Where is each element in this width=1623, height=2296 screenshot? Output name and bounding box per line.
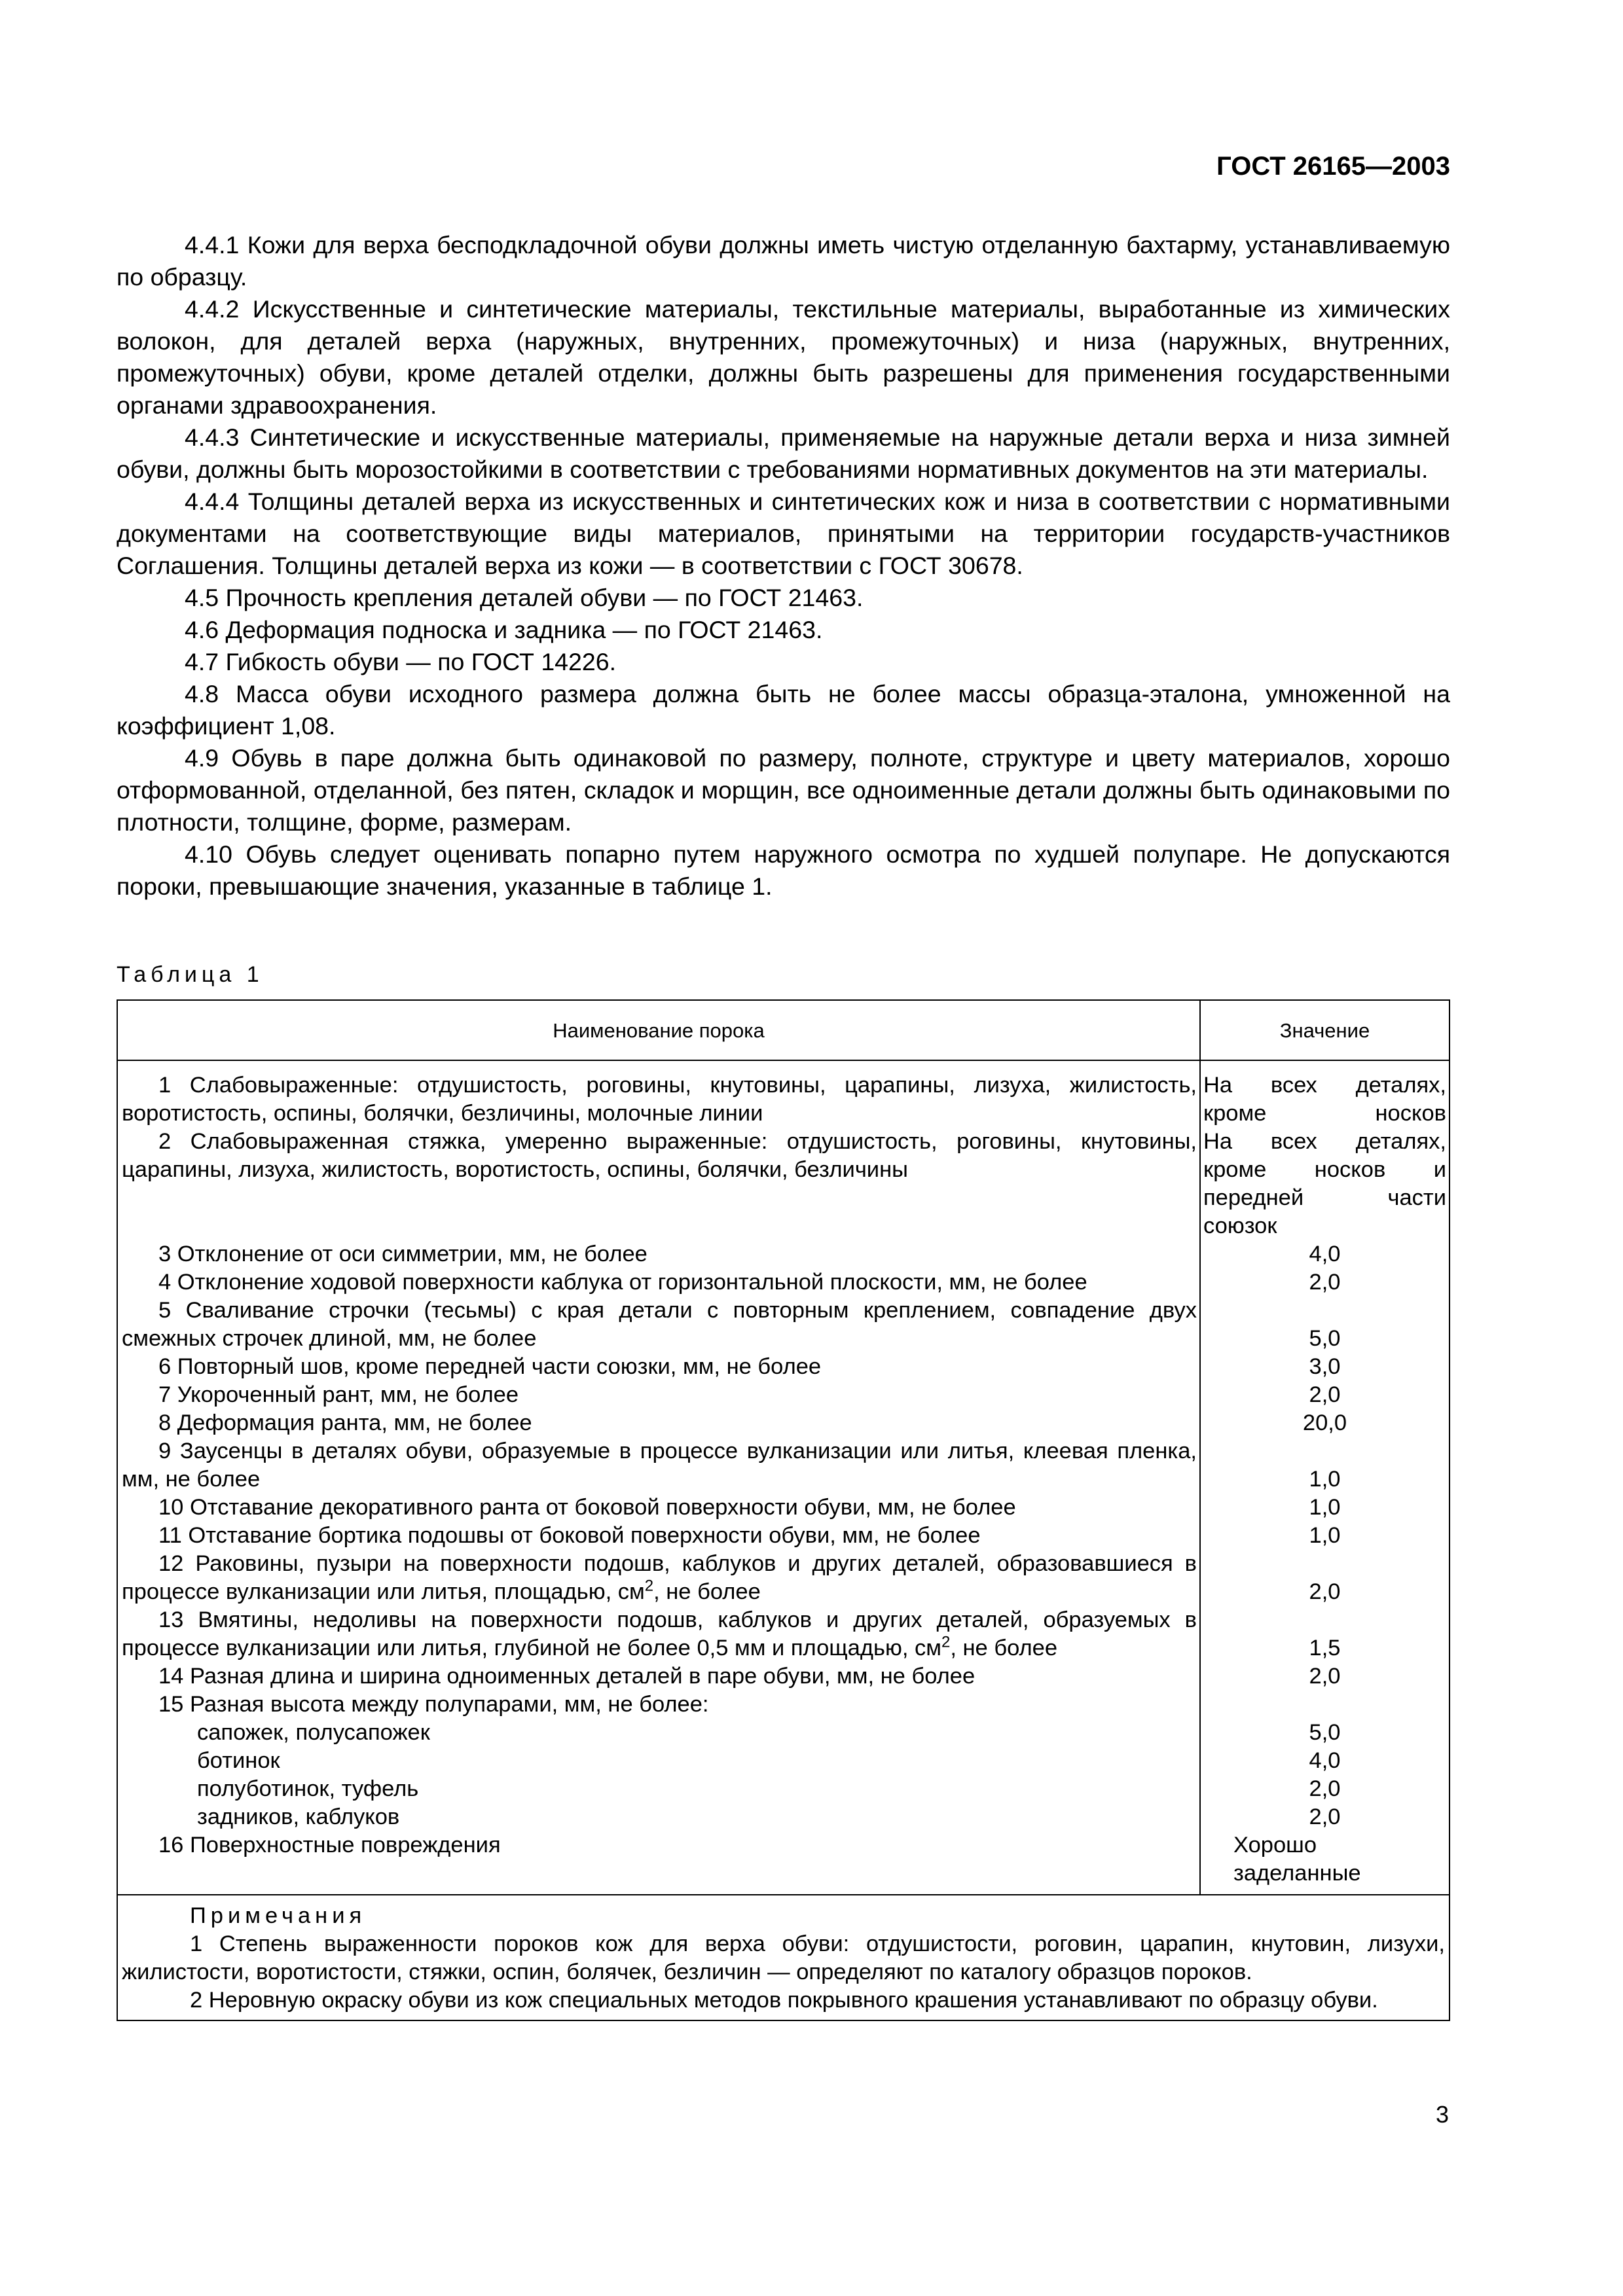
- defect-name: 10 Отставание декоративного ранта от боковой поверхности обуви, мм, не более: [117, 1494, 1200, 1522]
- standard-code: ГОСТ 26165—2003: [1216, 152, 1450, 181]
- defect-name: [117, 1550, 1200, 1606]
- defect-name: 8 Деформация ранта, мм, не более: [117, 1409, 1200, 1437]
- table-row: [117, 1606, 1450, 1662]
- paragraph: 4.9 Обувь в паре должна быть одинаковой по размеру, полноте, структуре и цвету материалов, хорошо отформованной, отделанной, без пятен, складок и морщин, все одноименные детали должны быть одинаковыми по плотности, толщине, форме, размерам.: [117, 744, 1450, 836]
- table-label: Таблица 1: [117, 962, 264, 987]
- subitem-value: 2,0: [1309, 1804, 1341, 1829]
- page-number: 3: [1435, 2101, 1449, 2128]
- column-header-name: Наименование порока: [117, 1000, 1200, 1060]
- column-header-value: Значение: [1200, 1000, 1450, 1060]
- defect-value: 3,0: [1200, 1353, 1450, 1381]
- table-row: [117, 1522, 1450, 1550]
- table-row: [117, 1268, 1450, 1297]
- subitem-value: 4,0: [1309, 1748, 1341, 1773]
- table-notes: [117, 1895, 1450, 2020]
- subitem-label: задников, каблуков: [197, 1804, 400, 1829]
- table-row: [117, 1060, 1450, 1128]
- subitem-label: сапожек, полусапожек: [197, 1720, 430, 1745]
- subitem-value: 2,0: [1309, 1776, 1341, 1801]
- defect-name: 3 Отклонение от оси симметрии, мм, не более: [117, 1240, 1200, 1268]
- defect-name: 11 Отставание бортика подошвы от боковой поверхности обуви, мм, не более: [117, 1522, 1200, 1550]
- defect-name: 2 Слабовыраженная стяжка, умеренно выраженные: отдушистость, роговины, кнутовины, царапины, лизуха, жилистость, воротистость, оспины, болячки, безличины: [117, 1128, 1200, 1240]
- note-item: 1 Степень выраженности пороков кож для верха обуви: отдушистости, роговин, царапин, кнутовин, лизухи, жилистости, воротистости, стяжки, оспин, болячек, безличин — определяют по каталогу образцов пороков.: [122, 1931, 1445, 1984]
- defect-name: [117, 1606, 1200, 1662]
- notes-title: Примечания: [190, 1903, 367, 1928]
- defect-value: Хорошо заделанные: [1200, 1831, 1450, 1895]
- defect-value: 2,0: [1200, 1662, 1450, 1691]
- defects-table: [117, 999, 1450, 2021]
- paragraph: 4.4.2 Искусственные и синтетические материалы, текстильные материалы, выработанные из химических волокон, для деталей верха (наружных, внутренних, промежуточных) и низа (наружных, внутренних, промежуточных) обуви, кроме деталей отделки, должны быть разрешены для применения государственными органами здравоохранения.: [117, 295, 1450, 419]
- table-row: [117, 1662, 1450, 1691]
- defect-name: 16 Поверхностные повреждения: [117, 1831, 1200, 1895]
- defect-name: 7 Укороченный рант, мм, не более: [117, 1381, 1200, 1409]
- defect-name-tail: , не более: [950, 1636, 1058, 1660]
- table-row: [117, 1437, 1450, 1494]
- paragraph: 4.7 Гибкость обуви — по ГОСТ 14226.: [185, 648, 617, 675]
- defect-value: [1200, 1691, 1450, 1831]
- table-row: [117, 1128, 1450, 1240]
- defect-name: 1 Слабовыраженные: отдушистость, роговины, кнутовины, царапины, лизуха, жилистость, воротистость, оспины, болячки, безличины, молочные линии: [117, 1060, 1200, 1128]
- defect-name: 5 Сваливание строчки (тесьмы) с края детали с повторным креплением, совпадение двух смежных строчек длиной, мм, не более: [117, 1297, 1200, 1353]
- table-notes-row: [117, 1895, 1450, 2020]
- defect-name: [117, 1691, 1200, 1831]
- table-row: [117, 1409, 1450, 1437]
- table-row: [117, 1381, 1450, 1409]
- table-header-row: [117, 1000, 1450, 1060]
- table-row: [117, 1240, 1450, 1268]
- subitem-value: 5,0: [1309, 1720, 1341, 1745]
- table-row: [117, 1550, 1450, 1606]
- defect-name-text: 15 Разная высота между полупарами, мм, не более:: [158, 1692, 709, 1717]
- defect-name-text: 13 Вмятины, недоливы на поверхности подошв, каблуков и других деталей, образуемых в процессе вулканизации или литья, глубиной не более 0,5 мм и площадью, см: [122, 1607, 1197, 1660]
- paragraph: 4.4.3 Синтетические и искусственные материалы, применяемые на наружные детали верха и низа зимней обуви, должны быть морозостойкими в соответствии с требованиями нормативных документов на эти материалы.: [117, 423, 1450, 483]
- note-item: 2 Неровную окраску обуви из кож специальных методов покрывного крашения устанавливают по образцу обуви.: [190, 1988, 1378, 2013]
- defect-name-text: 12 Раковины, пузыри на поверхности подошв, каблуков и других деталей, образовавшиеся в процессе вулканизации или литья, площадью, см: [122, 1551, 1197, 1604]
- defect-value: На всех деталях, кроме носков и передней части союзок: [1200, 1128, 1450, 1240]
- defect-name: 9 Заусенцы в деталях обуви, образуемые в процессе вулканизации или литья, клеевая пленка, мм, не более: [117, 1437, 1200, 1494]
- defect-value: 2,0: [1200, 1268, 1450, 1297]
- defect-name: 14 Разная длина и ширина одноименных деталей в паре обуви, мм, не более: [117, 1662, 1200, 1691]
- defect-value: 2,0: [1200, 1381, 1450, 1409]
- paragraph: 4.6 Деформация подноска и задника — по ГОСТ 21463.: [185, 616, 823, 643]
- subitem-label: полуботинок, туфель: [197, 1776, 419, 1801]
- defect-name-tail: , не более: [653, 1579, 761, 1604]
- table-row: [117, 1353, 1450, 1381]
- table-row: [117, 1831, 1450, 1895]
- paragraph: 4.4.1 Кожи для верха бесподкладочной обуви должны иметь чистую отделанную бахтарму, устанавливаемую по образцу.: [117, 231, 1450, 291]
- defect-name: 6 Повторный шов, кроме передней части союзки, мм, не более: [117, 1353, 1200, 1381]
- defect-value: На всех деталях, кроме носков: [1200, 1060, 1450, 1128]
- defect-value: 20,0: [1200, 1409, 1450, 1437]
- subitem-label: ботинок: [197, 1748, 280, 1773]
- defect-value: 4,0: [1200, 1240, 1450, 1268]
- defect-value: 1,0: [1200, 1494, 1450, 1522]
- paragraph: 4.4.4 Толщины деталей верха из искусственных и синтетических кож и низа в соответствии с нормативными документами на соответствующие виды материалов, принятыми на территории государств-участников Соглашения. Толщины деталей верха из кожи — в соответствии с ГОСТ 30678.: [117, 488, 1450, 579]
- table-row: [117, 1297, 1450, 1353]
- defect-name: 4 Отклонение ходовой поверхности каблука от горизонтальной плоскости, мм, не более: [117, 1268, 1200, 1297]
- paragraph: 4.10 Обувь следует оценивать попарно путем наружного осмотра по худшей полупаре. Не допускаются пороки, превышающие значения, указанные в таблице 1.: [117, 840, 1450, 900]
- table-row: [117, 1494, 1450, 1522]
- defect-value: 2,0: [1200, 1550, 1450, 1606]
- superscript: 2: [644, 1577, 654, 1595]
- table-row: [117, 1691, 1450, 1831]
- defect-value: 1,0: [1200, 1437, 1450, 1494]
- paragraph: 4.8 Масса обуви исходного размера должна быть не более массы образца-эталона, умноженной на коэффициент 1,08.: [117, 680, 1450, 740]
- defect-value: 5,0: [1200, 1297, 1450, 1353]
- paragraph: 4.5 Прочность крепления деталей обуви — по ГОСТ 21463.: [185, 584, 864, 611]
- superscript: 2: [941, 1633, 951, 1651]
- body-text: [117, 229, 1450, 903]
- defect-value: 1,5: [1200, 1606, 1450, 1662]
- defect-value: 1,0: [1200, 1522, 1450, 1550]
